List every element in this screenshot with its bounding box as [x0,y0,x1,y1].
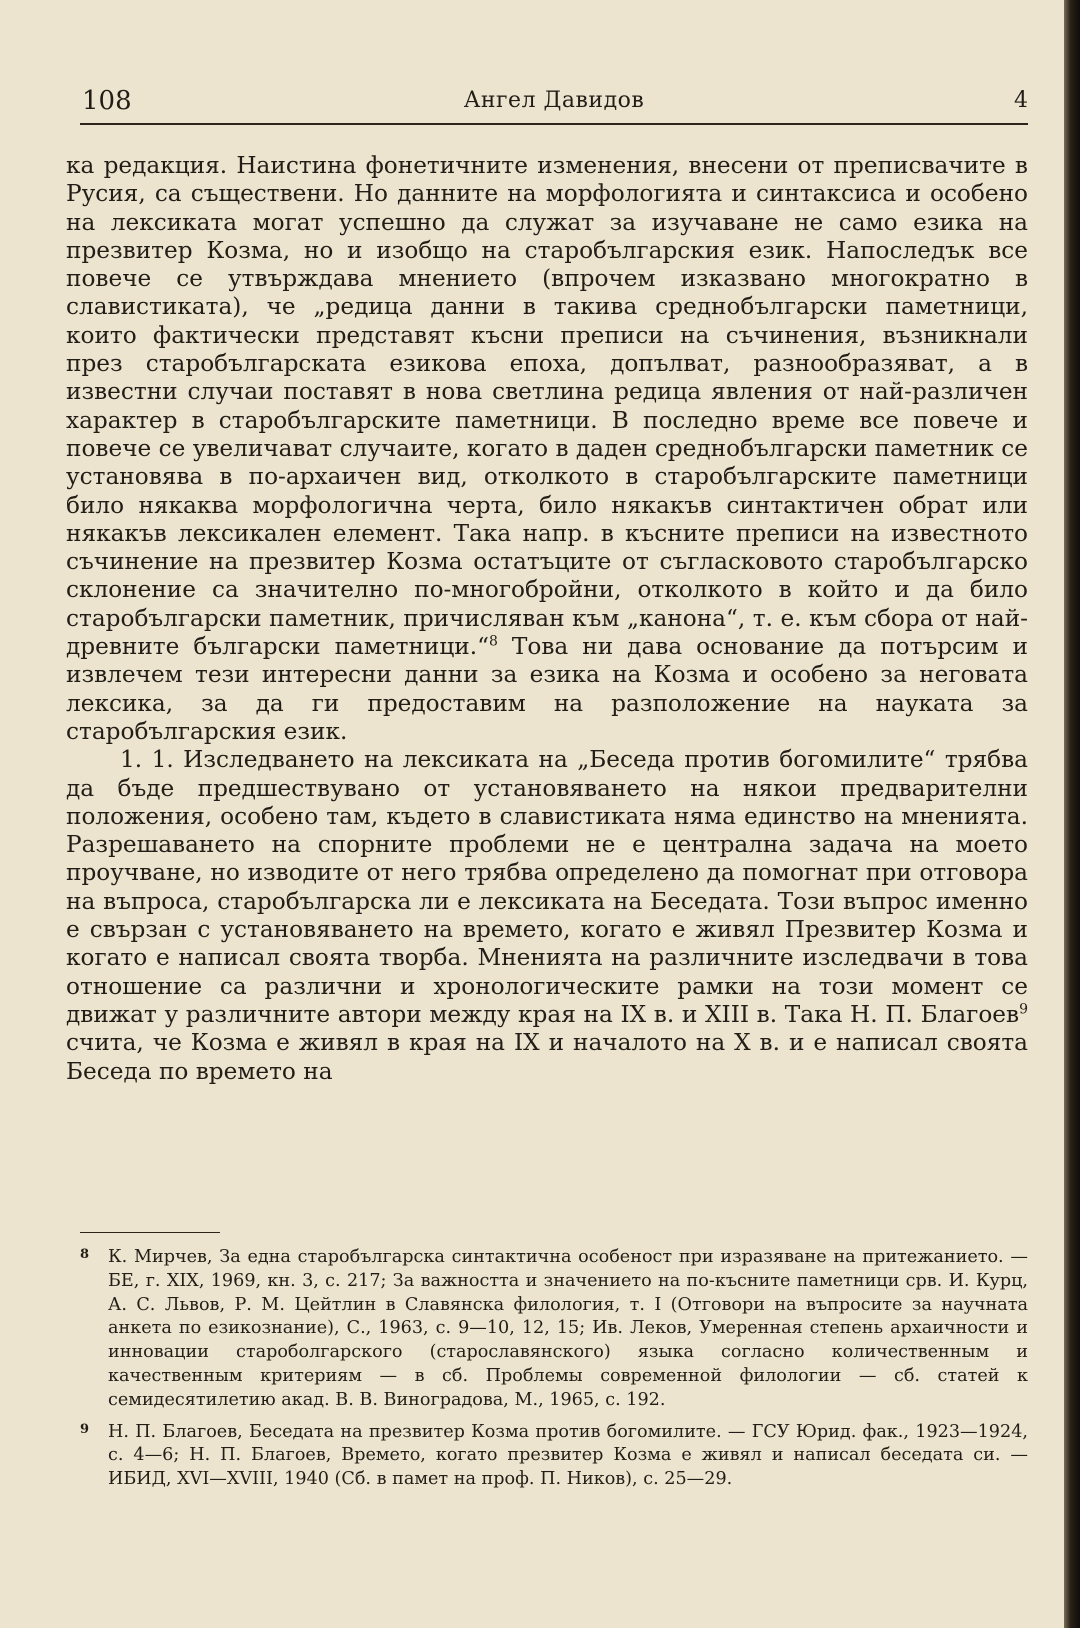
paragraph-1 [66,152,1028,746]
main-text [66,152,1028,1086]
footnote-rule [80,1232,220,1233]
paragraph-2-text: 1. 1. Изследването на лексиката на „Беседа против богомилите“ трябва да бъде предшествувано от установяването на някои предварителни положения, особено там, където в славистиката няма единство на мненията. Разрешаването на спорните проблеми не е централна задача на моето проучване, но изводите от него трябва определено да помогнат при отговора на въпроса, старобългарска ли е лексиката на Беседата. Този въпрос именно е свързан с установяването на времето, когато е живял Презвитер Козма и когато е написал своята творба. Мненията на различните изследвачи в това отношение са различни и хронологическите рамки на този момент се движат у различните автори между края на IX в. и XIII в. Така Н. П. Благоев [66,746,1028,1028]
header-rule [80,123,1028,125]
running-header [80,82,1028,122]
footnote-mark: 9 [80,1421,90,1437]
footnote-9 [80,1421,1028,1492]
paragraph-2 [66,746,1028,1086]
footnote-text: К. Мирчев, За една старобългарска синтактична особеност при изразяване на притежанието. — БЕ, г. XIX, 1969, кн. 3, с. 217; За важността и значението на по-късните паметници срв. И. Курц, А. С. Львов, Р. М. Цейтлин в Славянска филология, т. I (Отговори на въпросите за научната анкета по езикознание), С., 1963, с. 9—10, 12, 15; Ив. Леков, Умеренная степень архаичности и инновации староболгарского (старославянского) языка согласно количественным и качественным критериям — в сб. Проблемы современной филологии — сб. статей к семидесятилетию акад. В. В. Виноградова, М., 1965, с. 192. [108,1247,1028,1410]
footnote-text: Н. П. Благоев, Беседата на презвитер Козма против богомилите. — ГСУ Юрид. фак., 1923—1924, с. 4—6; Н. П. Благоев, Времето, когато презвитер Козма е живял и написал беседата си. — ИБИД, XVI—XVIII, 1940 (Сб. в памет на проф. П. Ников), с. 25—29. [108,1421,1028,1490]
paragraph-2-end: счита, че Козма е живял в края на IX и началото на X в. и е написал своята Беседа по времето на [66,1029,1028,1085]
footnote-ref-8: 8 [488,633,498,650]
footnote-ref-9: 9 [1019,1001,1028,1018]
page-number: 108 [82,86,132,116]
paragraph-1-end: Това ни дава основание да потърсим и извлечем тези интересни данни за езика на Козма и особено за неговата лексика, за да ги предоставим на разположение на науката за старобългарския език. [66,633,1029,745]
book-spine-edge [1064,0,1080,1628]
footnote-mark: 8 [80,1247,90,1262]
running-title-author: Ангел Давидов [463,88,645,113]
section-number: 4 [1014,88,1028,113]
footnotes [80,1246,1028,1500]
footnote-8 [80,1246,1028,1413]
paragraph-1-text: ка редакция. Наистина фонетичните изменения, внесени от преписвачите в Русия, са съществени. Но данните на морфологията и синтаксиса и особено на лексиката могат успешно да служат за изучаване не само езика на презвитер Козма, но и изобщо на старобългарския език. Напоследък все повече се утвърждава мнението (впрочем изказвано многократно в славистиката), че „редица данни в такива среднобългарски паметници, които фактически представят късни преписи на съчинения, възникнали през старобългарската езикова епоха, допълват, разнообразяват, а в известни случаи поставят в нова светлина редица явления от най-различен характер в старобългарските паметници. В последно време все повече и повече се увеличават случаите, когато в даден среднобългарски паметник се установява в по-архаичен вид, отколкото в старобългарските паметници било някаква морфологична черта, било някакъв синтактичен обрат или някакъв лексикален елемент. Така напр. в късните преписи на известното съчинение на презвитер Козма остатъците от съгласковото старобългарско склонение са значително по-многобройни, отколкото в който и да било старобългарски паметник, причисляван към „канона“, т. е. към сбора от най-древните български паметници.“ [66,152,1028,661]
